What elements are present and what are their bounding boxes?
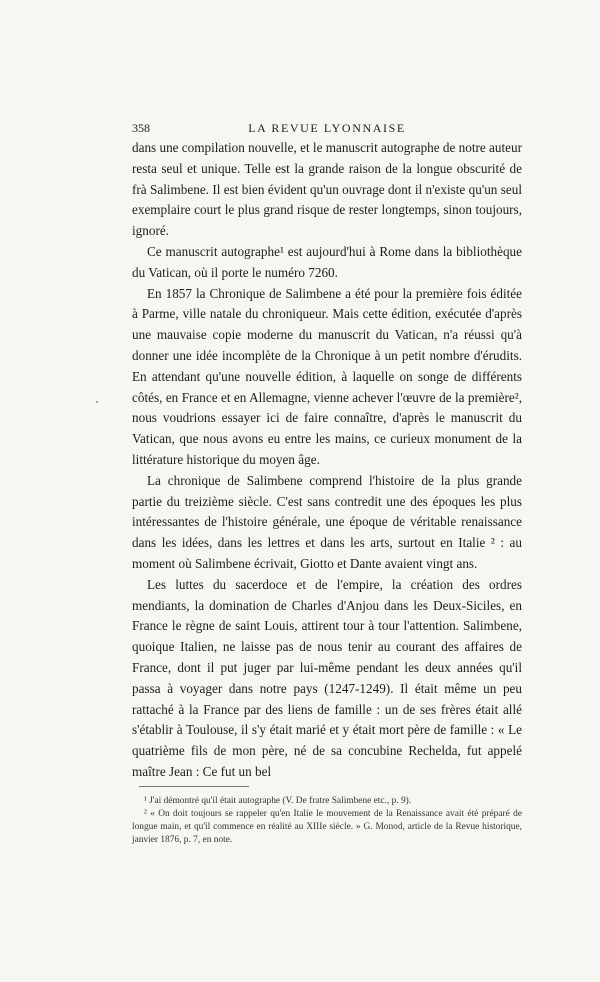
- paragraph: La chronique de Salimbene comprend l'histoire de la plus grande partie du treizième siècle. C'est sans contredit une des époques les plus intéressantes de l'histoire générale, une époque de véritable renaissance dans les idées, dans les lettres et dans les arts, surtout en Italie ² : au moment où Salimbene écrivait, Giotto et Dante avaient vingt ans.: [132, 472, 522, 571]
- paragraph: Ce manuscrit autographe¹ est aujourd'hui à Rome dans la bibliothèque du Vatican, où il porte le numéro 7260.: [132, 243, 522, 280]
- paragraph: dans une compilation nouvelle, et le manuscrit autographe de notre auteur resta seul et unique. Telle est la grande raison de la longue obscurité de frà Salimbene. Il est bien évident qu'un ouvrage dont il n'existe qu'un seul exemplaire court le plus grand risque de rester longtemps, sinon toujours, ignoré.: [132, 140, 522, 239]
- footnote: ² « On doit toujours se rappeler qu'en Italie le mouvement de la Renaissance avait été préparé de longue main, et qu'il commence en réalité au XIIIe siècle. » G. Monod, article de la Revue historique, janvier 1876, p. 7, en note.: [132, 809, 522, 845]
- page-number: 358: [132, 121, 150, 135]
- running-title: LA REVUE LYONNAISE: [248, 121, 406, 135]
- ink-speck: [96, 401, 98, 403]
- body-text: [132, 138, 522, 783]
- page-header: [132, 121, 522, 137]
- footnote-rule: [139, 786, 249, 787]
- footnotes: [132, 795, 522, 847]
- paragraph: En 1857 la Chronique de Salimbene a été pour la première fois éditée à Parme, ville natale du chroniqueur. Mais cette édition, exécutée d'après une mauvaise copie moderne du manuscrit du Vatican, n'a réussi qu'à donner une idée incomplète de la Chronique à un petit nombre d'érudits. En attendant qu'une nouvelle édition, à laquelle on songe de différents côtés, en France et en Allemagne, vienne achever l'œuvre de la première², nous voudrions essayer ici de faire connaître, d'après le manuscrit du Vatican, que nous avons eu entre les mains, ce curieux monument de la littérature historique du moyen âge.: [132, 285, 522, 467]
- footnote: ¹ J'ai démontré qu'il était autographe (V. De fratre Salimbene etc., p. 9).: [144, 796, 412, 806]
- paragraph: Les luttes du sacerdoce et de l'empire, la création des ordres mendiants, la domination de Charles d'Anjou dans les Deux-Siciles, en France le règne de saint Louis, attirent tour à tour l'attention. Salimbene, quoique Italien, ne laisse pas de nous tenir au courant des affaires de France, dont il put juger par lui-même pendant les deux années qu'il passa à voyager dans notre pays (1247-1249). Il était même un peu rattaché à la France par des liens de famille : un de ses frères était allé s'établir à Toulouse, il s'y était marié et y était mort père de famille : « Le quatrième fils de mon père, né de sa concubine Rechelda, fut appelé maître Jean : Ce fut un bel: [132, 576, 522, 779]
